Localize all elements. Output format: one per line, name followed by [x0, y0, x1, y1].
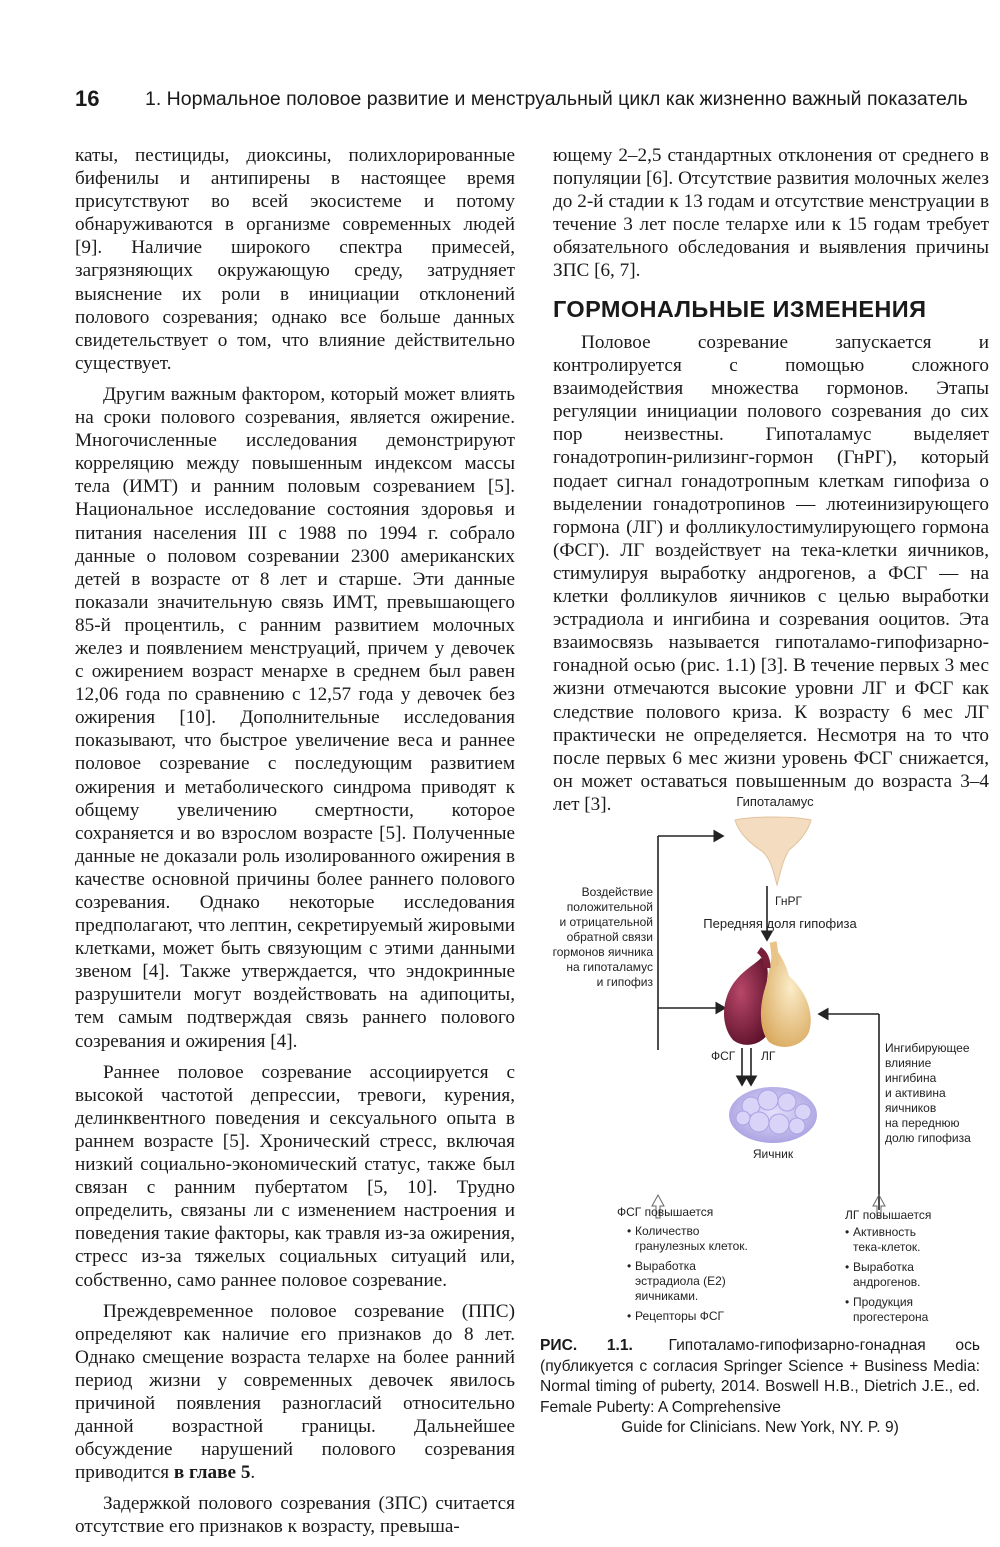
lh-effect-line: Активность: [853, 1225, 917, 1239]
paragraph: [75, 1300, 515, 1485]
bullet: •: [845, 1295, 850, 1309]
paragraph-text: Преждевременное половое созревание (ППС) определяют как наличие его признаков до 8 лет. Однако смещение возраста телархе на более ранний период жизни у современных девочек явилось причиной появления разногласий относительно данной возрастной границы. Дальнейшее обсуждение нарушений полового созревания приводится: [75, 1300, 515, 1484]
ovary-label: Яичник: [752, 1147, 794, 1161]
inhibin-line: яичников: [885, 1101, 937, 1115]
paragraph: Другим важным фактором, который может влиять на сроки полового созревания, является ожирение. Многочисленные исследования демонстрируют корреляцию между повышенным индексом массы тела (ИМТ) и ранним половым созреванием [5]. Национальное исследование состояния здоровья и питания населения III с 1988 по 1994 г. собрало данные о половом созревании 2300 американских детей в возрасте от 8 лет и старше. Эти данные показали значительную связь ИМТ, превышающего 85-й процентиль, с ранним развитием молочных желез и появлением менструаций, причем у девочек с ожирением возраст менархе в среднем был равен 12,06 года по сравнению с 12,57 года у девочек без ожирения [10]. Дополнительные исследования показывают, что быстрое увеличение веса и раннее половое созревание с последующим развитием ожирения и метаболического синдрома приводят к общему увеличению смертности, которое сохраняется и во взрослом возрасте [5]. Полученные данные не доказали роль изолированного ожирения в качестве основной причины более раннего полового созревания. Однако некоторые исследования предполагают, что лептин, секретируемый жировыми клетками, может быть связующим с этими данными звеном [4]. Также утверждается, что эндокринные разрушители могут воздействовать на адипоциты, тем самым подтверждая связь раннего полового созревания и ожирения [4].: [75, 383, 515, 1052]
fsh-effect-line: Рецепторы ФСГ: [635, 1309, 725, 1323]
paragraph: Половое созревание запускается и контролируется с помощью сложного взаимодействия множества гормонов. Этапы регуляции инициации полового созревания до сих пор неизвестны. Гипоталамус выделяет гонадотропин-рилизинг-гормон (ГнРГ), который подает сигнал гонадотропным клеткам гипофиза о выделении гонадотропинов — лютеинизирующего гормона (ЛГ) и фолликулостимулирующего гормона (ФСГ). ЛГ воздействует на тека-клетки яичников, стимулируя выработку андрогенов, а ФСГ — на клетки фолликулов яичников с целью выработки эстрадиола и ингибина и созревания ооцитов. Эта взаимосвязь называется гипоталамо-гипофизарно-гонадной осью (рис. 1.1) [3]. В течение первых 3 мес жизни отмечаются высокие уровни ЛГ и ФСГ как следствие полового криза. К возрасту 6 мес ЛГ практически не определяется. Несмотря на то что после первых 6 мес жизни уровень ФСГ снижается, он может оставаться повышенным до возраста 3–4 лет [3].: [553, 332, 989, 815]
caption-label: РИС. 1.1.: [540, 1337, 633, 1354]
feedback-line: и гипофиз: [596, 975, 653, 989]
lh-effect-line: тека-клеток.: [853, 1240, 921, 1254]
chapter-reference: в главе 5: [173, 1462, 251, 1484]
paragraph: Раннее половое созревание ассоциируется с высокой частотой депрессии, тревоги, курения, делинквентного поведения и сексуального опыта в раннем возрасте [5]. Хронический стресс, включая низкий социально-экономический статус, также был связан с ранним пубертатом [5, 10]. Трудно определить, связаны ли с изменением настроения и поведения такие факторы, как травля из-за ожирения, стресс из-за тяжелых социальных ситуаций или, собственно, само раннее половое созревание.: [75, 1061, 515, 1291]
inhibin-line: и активина: [885, 1086, 946, 1100]
inhibin-line: на переднюю: [885, 1116, 960, 1130]
lh-rises-label: ЛГ повышается: [845, 1208, 932, 1222]
paragraph: каты, пестициды, диоксины, полихлорированные бифенилы и антипирены в настоящее время присутствуют во всей экосистеме и потому обнаруживаются в организме современных людей [9]. Наличие широкого спектра примесей, загрязняющих окружающую среду, затрудняет выяснение их роли в инициации отклонений полового созревания; однако все больше данных свидетельствует о том, что влияние действительно существует.: [75, 145, 515, 374]
lh-effect-line: Выработка: [853, 1260, 914, 1274]
fsh-effect-line: эстрадиола (E2): [635, 1274, 726, 1288]
fsh-label: ФСГ: [711, 1049, 736, 1063]
bullet: •: [627, 1309, 632, 1323]
figure-diagram: [553, 790, 989, 1330]
hypothalamus-label: Гипоталамус: [736, 794, 814, 809]
feedback-line: на гипоталамус: [566, 960, 653, 974]
fsh-effect-line: Количество: [635, 1224, 700, 1238]
inhibin-line: влияние: [885, 1056, 932, 1070]
ovary-illustration: [729, 1087, 817, 1143]
left-column: [75, 144, 515, 1547]
paragraph: Задержкой полового созревания (ЗПС) считается отсутствие его признаков к возрасту, превыша-: [75, 1493, 515, 1538]
inhibin-line: ингибина: [885, 1071, 937, 1085]
fsh-effect-line: гранулезных клеток.: [635, 1239, 748, 1253]
figure-caption: [540, 1336, 980, 1439]
right-column-main: [553, 331, 989, 824]
page-number: 16: [75, 86, 100, 111]
fsh-effects-list: [627, 1224, 748, 1323]
hypothalamus-illustration: [735, 817, 811, 885]
lh-label: ЛГ: [761, 1049, 776, 1063]
feedback-line: положительной: [566, 900, 653, 914]
right-column-top: [553, 144, 989, 291]
bullet: •: [627, 1259, 632, 1273]
running-title: 1. Нормальное половое развитие и менструальный цикл как жизненно важный показатель: [145, 88, 968, 110]
paragraph: ющему 2–2,5 стандартных отклонения от среднего в популяции [6]. Отсутствие развития молочных желез до 2-й стадии к 13 годам и отсутствие менструации в течение 3 лет после телархе или к 15 годам требует обязательного обследования и выявления причины ЗПС [6, 7].: [553, 145, 989, 282]
paragraph-end: .: [250, 1462, 256, 1484]
caption-last-line: Guide for Clinicians. New York, NY. P. 9): [621, 1419, 899, 1436]
feedback-line: обратной связи: [566, 930, 653, 944]
lh-effect-line: Продукция: [853, 1295, 914, 1309]
gnrh-label: ГнРГ: [775, 894, 802, 908]
lh-effects-list: [845, 1225, 929, 1324]
fsh-rises-label: ФСГ повышается: [617, 1205, 714, 1219]
bullet: •: [627, 1224, 632, 1238]
pituitary-illustration: [724, 942, 811, 1047]
feedback-line: гормонов яичника: [553, 945, 653, 959]
bullet: •: [845, 1260, 850, 1274]
lh-effect-line: прогестерона: [853, 1310, 929, 1324]
inhibin-line: Ингибирующее: [885, 1041, 970, 1055]
fsh-effect-line: Выработка: [635, 1259, 696, 1273]
page-header: [75, 86, 980, 116]
feedback-line: и отрицательной: [559, 915, 653, 929]
caption-text: Гипоталамо-гипофизарно-гонадная ось (публикуется с согласия Springer Science + Business Media: Normal timing of puberty, 2014. Boswell H.B., Dietrich J.E., ed. Female Puberty: A Comprehensive: [540, 1337, 980, 1416]
inhibin-line: долю гипофиза: [885, 1131, 971, 1145]
feedback-line: Воздействие: [581, 885, 653, 899]
bullet: •: [845, 1225, 850, 1239]
inhibin-text: [885, 1041, 971, 1145]
hpg-axis-figure: [553, 790, 989, 1330]
feedback-text: [553, 885, 653, 989]
anterior-pituitary-label: Передняя доля гипофиза: [703, 916, 857, 931]
fsh-effect-line: яичниками.: [635, 1289, 699, 1303]
lh-effect-line: андрогенов.: [853, 1275, 921, 1289]
section-heading: ГОРМОНАЛЬНЫЕ ИЗМЕНЕНИЯ: [553, 296, 927, 322]
